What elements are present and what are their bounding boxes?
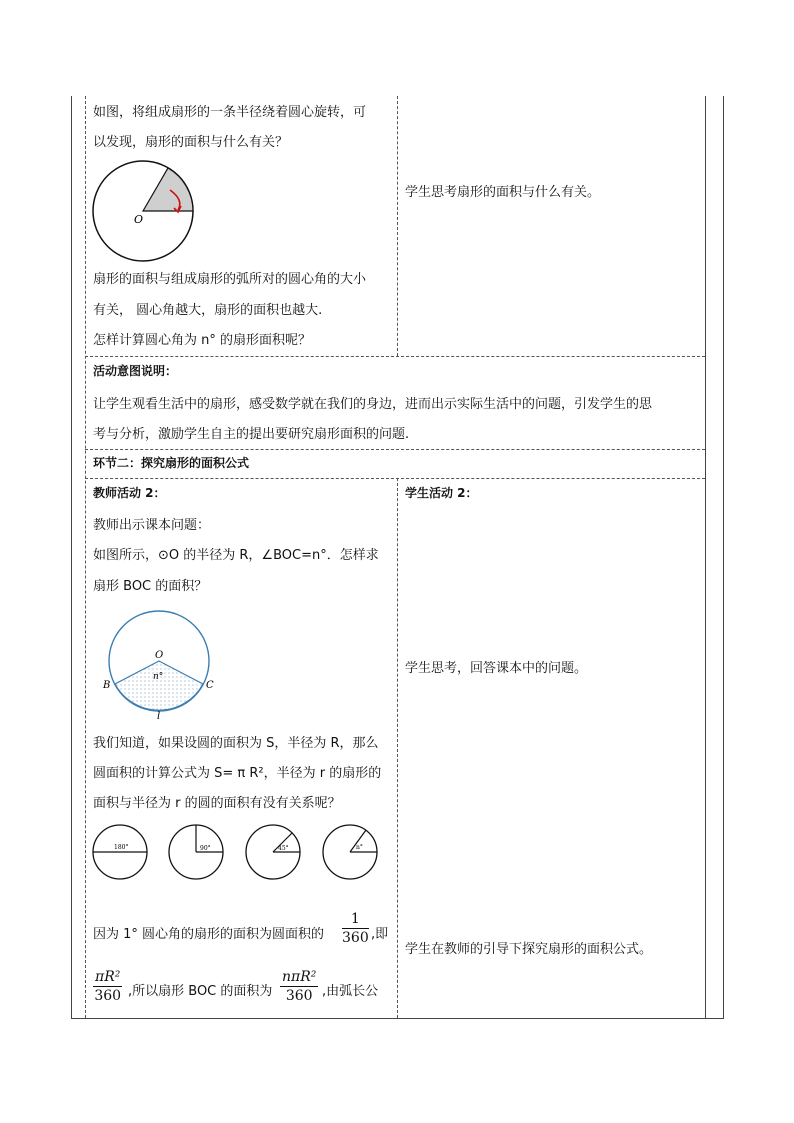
circle-label-90: 90° bbox=[200, 845, 211, 852]
circle-n bbox=[323, 825, 377, 879]
column-divider-top bbox=[397, 96, 398, 356]
fraction-one-over-360 bbox=[342, 910, 369, 947]
teacher-line7-a: 因为 1° 圆心角的扇形的面积为圆面积的 bbox=[93, 927, 325, 942]
frac3-denominator: 360 bbox=[285, 988, 313, 1004]
circle-180 bbox=[93, 825, 147, 879]
table-inner-left-border bbox=[85, 96, 86, 1018]
fraction-pi-r2-over-360 bbox=[93, 968, 122, 1005]
teacher-line7-b: ,即 bbox=[371, 927, 389, 942]
row1-student-text: 学生思考扇形的面积与什么有关。 bbox=[405, 185, 601, 200]
circle-label-180: 180° bbox=[114, 844, 129, 851]
row1-text-line1: 如图，将组成扇形的一条半径绕着圆心旋转，可 bbox=[93, 105, 367, 120]
fig1-label-o: O bbox=[134, 213, 144, 226]
teacher-activity-heading: 教师活动 2： bbox=[93, 486, 166, 500]
fig2-sector bbox=[115, 661, 203, 710]
frac2-denominator: 360 bbox=[94, 988, 122, 1004]
circle-label-n: n° bbox=[356, 844, 363, 851]
row-divider-3 bbox=[85, 478, 705, 479]
teacher-line1: 教师出示课本问题： bbox=[93, 518, 211, 533]
frac3-numerator: nπR² bbox=[282, 969, 317, 985]
row1-text-line5: 怎样计算圆心角为 n° 的扇形面积呢？ bbox=[93, 333, 312, 348]
frac1-denominator: 360 bbox=[342, 930, 369, 946]
teacher-line5: 圆面积的计算公式为 S= π R²，半径为 r 的扇形的 bbox=[93, 766, 382, 781]
row1-text-line2: 以发现，扇形的面积与什么有关？ bbox=[93, 135, 289, 150]
intent-heading: 活动意图说明： bbox=[93, 364, 178, 378]
circle-label-45: 45° bbox=[278, 845, 289, 852]
fig2-label-o: O bbox=[155, 650, 164, 661]
teacher-line6: 面积与半径为 r 的圆的面积有没有关系呢？ bbox=[93, 796, 341, 811]
circle-90 bbox=[169, 825, 223, 879]
fig2-label-b: B bbox=[103, 680, 111, 691]
circle-45 bbox=[246, 825, 300, 879]
table-inner-right-border bbox=[705, 96, 706, 1018]
fraction-n-pi-r2-over-360 bbox=[280, 968, 318, 1005]
section2-heading: 环节二：探究扇形的面积公式 bbox=[93, 456, 250, 470]
student-text-1: 学生思考，回答课本中的问题。 bbox=[405, 661, 588, 676]
student-text-2: 学生在教师的引导下探究扇形的面积公式。 bbox=[405, 942, 653, 957]
teacher-line4: 我们知道，如果设圆的面积为 S，半径为 R，那么 bbox=[93, 736, 379, 751]
frac2-numerator: πR² bbox=[95, 969, 121, 985]
angle-circles-figure bbox=[90, 822, 390, 884]
frac1-numerator: 1 bbox=[342, 910, 369, 929]
row1-text-line3: 扇形的面积与组成扇形的弧所对的圆心角的大小 bbox=[93, 272, 367, 287]
column-divider-bottom bbox=[397, 478, 398, 1018]
intent-line2: 考与分析，激励学生自主的提出要研究扇形面积的问题. bbox=[93, 427, 410, 442]
teacher-line3: 扇形 BOC 的面积？ bbox=[93, 579, 208, 594]
fig2-label-l: l bbox=[157, 711, 161, 722]
row-divider-1 bbox=[85, 356, 705, 357]
fig2-label-c: C bbox=[206, 680, 214, 691]
teacher-line2: 如图所示，⊙O 的半径为 R，∠BOC=n°．怎样求 bbox=[93, 548, 379, 563]
teacher-line8-a: ,所以扇形 BOC 的面积为 bbox=[128, 984, 273, 999]
student-activity-heading: 学生活动 2： bbox=[405, 486, 478, 500]
row-divider-2 bbox=[85, 449, 705, 450]
fig1-sector bbox=[143, 168, 193, 211]
intent-line1: 让学生观看生活中的扇形，感受数学就在我们的身边，进而出示实际生活中的问题，引发学生的思 bbox=[93, 397, 653, 412]
fig2-label-n: n° bbox=[153, 672, 164, 682]
sector-boc-figure bbox=[100, 608, 220, 722]
rotating-sector-figure bbox=[90, 160, 200, 264]
teacher-line8-b: ,由弧长公 bbox=[322, 984, 379, 999]
row1-text-line4: 有关， 圆心角越大，扇形的面积也越大. bbox=[93, 303, 323, 318]
